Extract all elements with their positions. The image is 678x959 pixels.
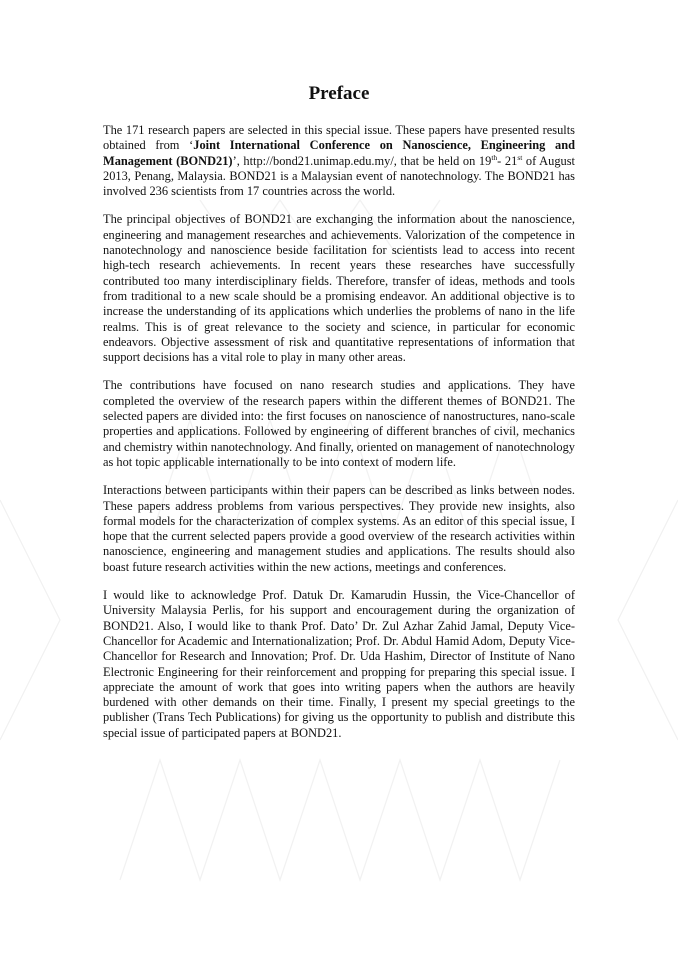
conference-name: Joint International Conference on Nanoscience, Engineering and Management (BOND21) [103, 138, 575, 168]
intro-text-2: ’, http://bond21.unimap.edu.my/, that be held on 19 [232, 153, 492, 168]
superscript-th: th [491, 152, 498, 162]
paragraph-objectives: The principal objectives of BOND21 are exchanging the information about the nanoscience, engineering and management researches and achievements. Valorization of the competence in nanotechnology and nanoscience beside facilitation for scientists lead to access into recent high-tech research achievements. In recent years these researches have successfully contributed too many interdisciplinary fields. Therefore, transfer of ideas, methods and tools from traditional to a new scale should be a promising endeavor. An additional objective is to increase the understanding of its applications which underlies the problems of nano in the life realms. This is of great relevance to the society and science, in particular for economic endeavors. Objective assessment of risk and quantitative representations of information that support decisions has a vital role to play in many other areas. [103, 212, 575, 365]
paragraph-interactions: Interactions between participants within their papers can be described as links between nodes. These papers address problems from various perspectives. They provide new insights, also formal models for the characterization of complex systems. As an editor of this special issue, I hope that the current selected papers provide a good overview of the research activities within nanoscience, engineering and management studies and applications. The results should also boast future research activities within the new actions, meetings and conferences. [103, 483, 575, 574]
paragraph-acknowledgements: I would like to acknowledge Prof. Datuk Dr. Kamarudin Hussin, the Vice-Chancellor of University Malaysia Perlis, for his support and encouragement during the organization of BOND21. Also, I would like to thank Prof. Dato’ Dr. Zul Azhar Zahid Jamal, Deputy Vice-Chancellor for Academic and Internationalization; Prof. Dr. Abdul Hamid Adom, Deputy Vice-Chancellor for Research and Innovation; Prof. Dr. Uda Hashim, Director of Institute of Nano Electronic Engineering for their reinforcement and propping for preparing this special issue. I appreciate the amount of work that goes into writing papers when the authors are heavily burdened with other demands on their time. Finally, I present my special greetings to the publisher (Trans Tech Publications) for giving us the opportunity to publish and distribute this special issue of participated papers at BOND21. [103, 588, 575, 740]
page-title: Preface [308, 83, 370, 104]
intro-text-4: of August 2013, Penang, Malaysia. BOND21 is a Malaysian event of nanotechnology. The BOND21 has involved 236 scientists from 17 countries across the world. [103, 153, 575, 199]
intro-text-1: The 171 research papers are selected in this special issue. These papers have presented results obtained from ‘ [103, 123, 575, 153]
paragraph-contributions: The contributions have focused on nano research studies and applications. They have completed the overview of the research papers within the different themes of BOND21. The selected papers are divided into: the first focuses on nanoscience of nanostructures, nano-scale properties and applications. Followed by engineering of different branches of civil, mechanics and chemistry within nanotechnology. And finally, oriented on management of nanotechnology as hot topic applicable internationally to be into context of modern life. [103, 378, 575, 469]
superscript-st: st [517, 152, 523, 162]
document-page [103, 82, 575, 754]
intro-text-3: - 21 [497, 153, 518, 168]
paragraph-introduction [103, 123, 575, 199]
